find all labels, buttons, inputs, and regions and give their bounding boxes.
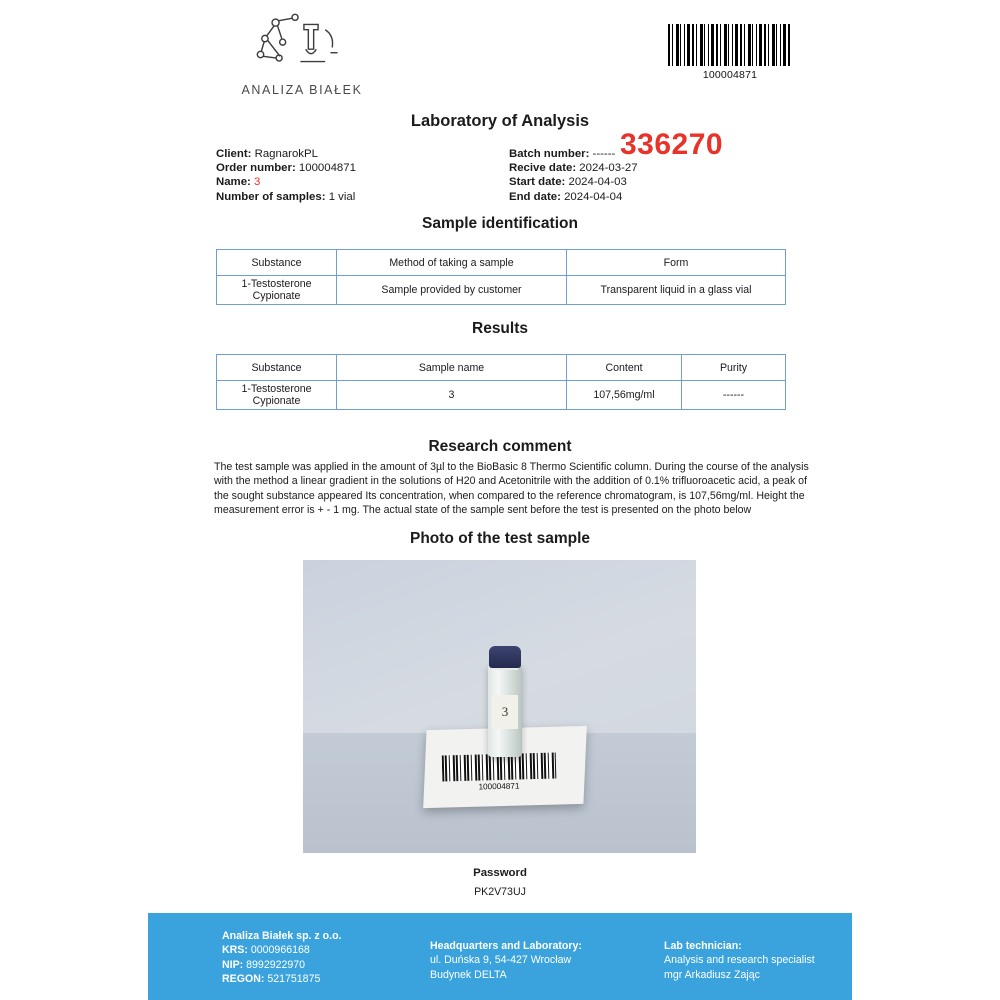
molecule-microscope-icon (249, 12, 355, 74)
table-row (217, 276, 786, 305)
meta-label: Recive date: (509, 162, 577, 175)
meta-label: Order number: (216, 162, 296, 175)
meta-label: Name: (216, 176, 251, 189)
column-header: Purity (682, 355, 786, 381)
footer-regon-label: REGON: (222, 973, 265, 986)
photo-vial-cap (489, 646, 521, 668)
footer-krs-label: KRS: (222, 944, 248, 957)
photo-barcode-number: 100004871 (478, 781, 520, 792)
meta-row (216, 161, 356, 175)
meta-row (216, 147, 356, 161)
footer-address-block (430, 939, 582, 982)
meta-row (509, 147, 638, 161)
footer-tech-title: Lab technician: (664, 940, 742, 952)
footer-hq-line1: ul. Duńska 9, 54-427 Wrocław (430, 954, 572, 967)
footer-regon-value: 521751875 (267, 973, 321, 986)
page-title: Laboratory of Analysis (410, 112, 590, 130)
header-barcode (668, 24, 792, 81)
footer-company-name: Analiza Białek sp. z o.o. (222, 930, 342, 942)
table-cell: ------ (682, 381, 786, 410)
meta-value: 1 vial (328, 190, 356, 203)
table-cell: Transparent liquid in a glass vial (567, 276, 786, 305)
footer-krs-value: 0000966168 (250, 944, 310, 957)
meta-label: Number of samples: (216, 190, 326, 203)
meta-right-block (509, 147, 638, 204)
table-cell: 1-Testosterone Cypionate (217, 381, 337, 410)
company-logo (212, 12, 392, 97)
meta-row (216, 175, 356, 189)
company-logo-text: ANALIZA BIAŁEK (241, 83, 363, 97)
table-cell: 1-Testosterone Cypionate (217, 276, 337, 305)
footer-hq-line2: Budynek DELTA (430, 968, 507, 981)
footer-company-block (222, 929, 342, 987)
meta-label: Client: (216, 148, 252, 160)
section-title-research-comment: Research comment (428, 438, 572, 455)
results-table (216, 354, 786, 410)
meta-value: 2024-04-04 (564, 190, 623, 203)
barcode-icon (668, 24, 792, 66)
research-comment-text: The test sample was applied in the amount of 3µl to the BioBasic 8 Thermo Scientific column. During the course of the analysis with the method a linear gradient in the solutions of H20 and Acetonitrile with the addition of 0.1% trifluoroacetic acid, a peak of the sought substance appeared Its concentration, when compared to the reference chromatogram, is 107,56mg/ml. Height the measurement error is + - 1 mg. The actual state of the sample sent before the test is presented on the photo below (214, 461, 809, 517)
footer-hq-title: Headquarters and Laboratory: (430, 940, 582, 952)
meta-label: Start date: (509, 176, 566, 189)
meta-row (216, 190, 356, 204)
meta-value: 2024-04-03 (568, 176, 627, 189)
column-header: Sample name (337, 355, 567, 381)
column-header: Form (567, 250, 786, 276)
section-title-results: Results (472, 320, 528, 337)
meta-left-block (216, 147, 356, 204)
footer-tech-line2: mgr Arkadiusz Zając (664, 968, 760, 981)
table-cell: 107,56mg/ml (567, 381, 682, 410)
password-value: PK2V73UJ (474, 886, 526, 898)
section-title-photo: Photo of the test sample (410, 530, 590, 547)
meta-row (509, 190, 638, 204)
meta-label: End date: (509, 190, 561, 203)
document-header (0, 0, 1000, 110)
footer-technician-block (664, 939, 815, 982)
table-row (217, 381, 786, 410)
table-header-row (217, 250, 786, 276)
column-header: Substance (217, 355, 337, 381)
password-label: Password (473, 867, 527, 879)
table-cell: Sample provided by customer (337, 276, 567, 305)
meta-value: 100004871 (298, 162, 356, 175)
barcode-number: 100004871 (702, 69, 758, 81)
column-header: Substance (217, 250, 337, 276)
table-cell: 3 (337, 381, 567, 410)
footer-nip-label: NIP: (222, 958, 244, 971)
meta-value: 3 (254, 176, 261, 189)
column-header: Method of taking a sample (337, 250, 567, 276)
sample-identification-table (216, 249, 786, 305)
column-header: Content (567, 355, 682, 381)
meta-value: 2024-03-27 (579, 162, 638, 175)
table-header-row (217, 355, 786, 381)
photo-vial-label: 3 (492, 695, 518, 729)
document-footer (148, 913, 852, 1000)
meta-row (509, 175, 638, 189)
section-title-sample-identification: Sample identification (422, 215, 578, 232)
meta-label: Batch number: (509, 148, 590, 160)
meta-row (509, 161, 638, 175)
footer-tech-line1: Analysis and research specialist (664, 954, 815, 967)
meta-value: RagnarokPL (254, 148, 318, 160)
batch-number-large: 336270 (620, 128, 724, 161)
sample-photo (303, 560, 696, 853)
footer-nip-value: 8992922970 (246, 958, 306, 971)
meta-value: ------ (592, 148, 616, 160)
